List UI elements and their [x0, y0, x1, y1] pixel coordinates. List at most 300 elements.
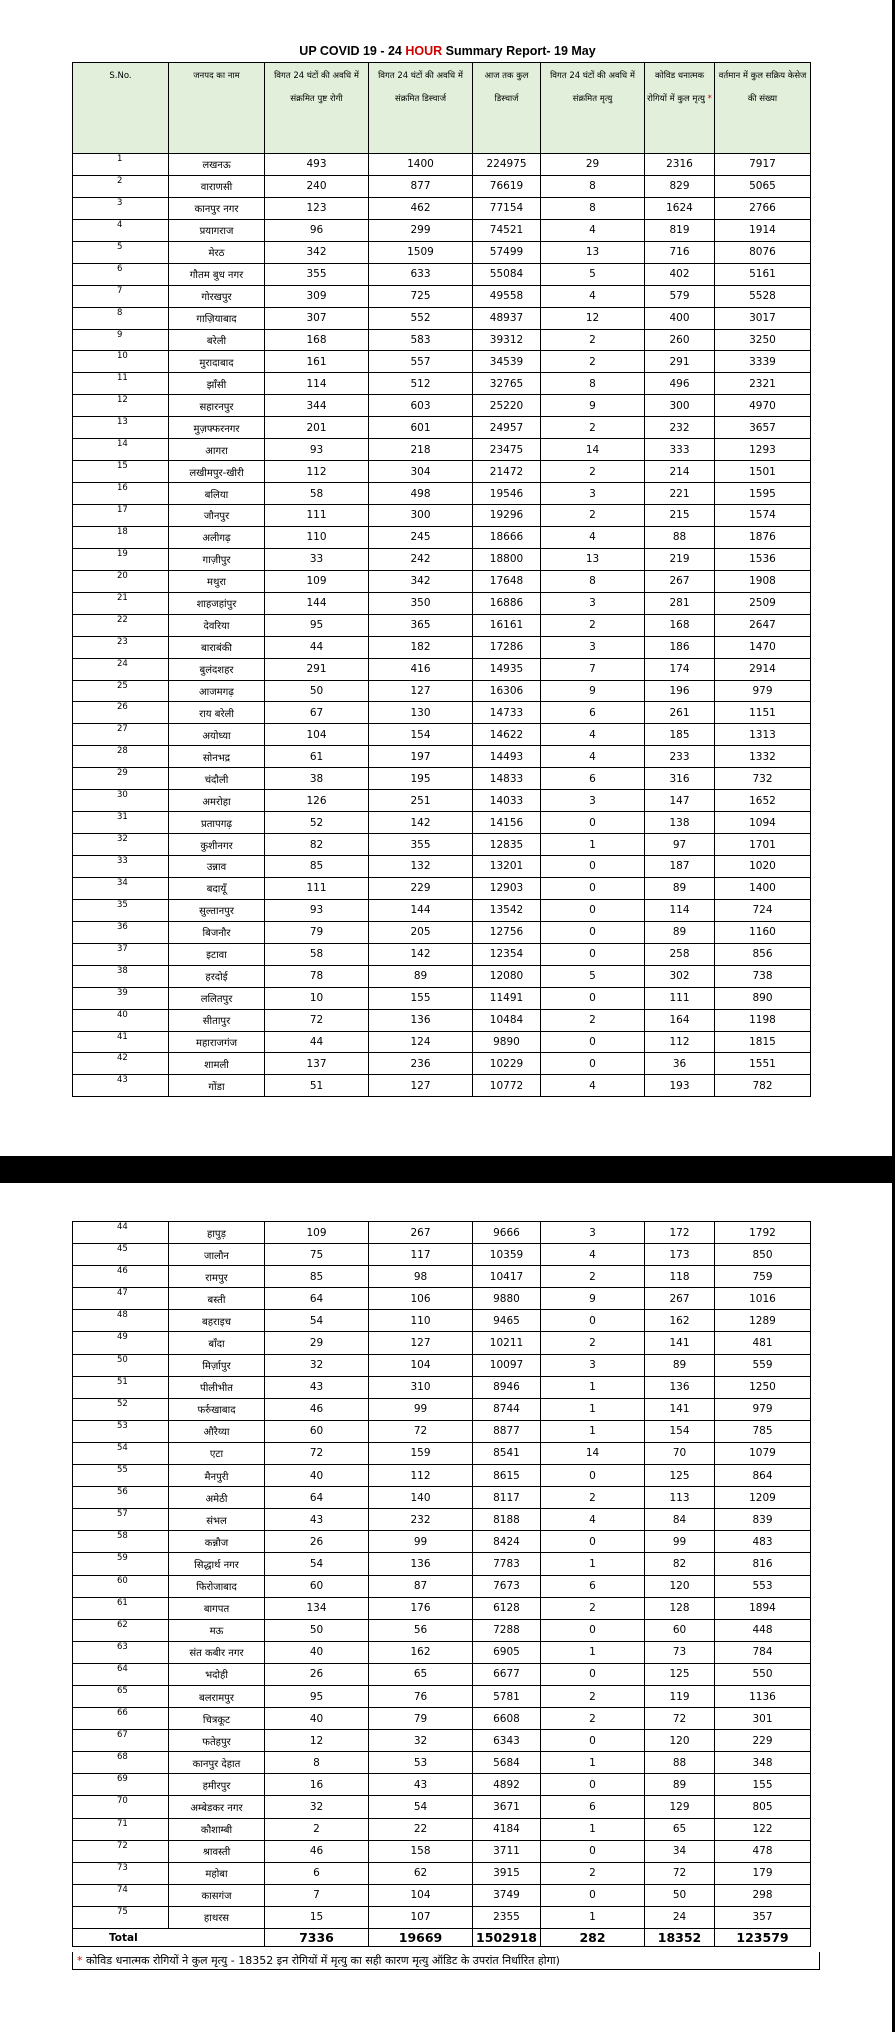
discharge-total-cell: 6905	[473, 1641, 541, 1663]
discharge-24h-cell: 98	[369, 1266, 473, 1288]
deaths-total-cell: 111	[645, 987, 715, 1009]
deaths-24h-cell: 6	[541, 702, 645, 724]
positive-cell: 32	[265, 1354, 369, 1376]
discharge-24h-cell: 142	[369, 943, 473, 965]
discharge-24h-cell: 87	[369, 1575, 473, 1597]
discharge-24h-cell: 130	[369, 702, 473, 724]
sno-cell: 31	[73, 812, 169, 834]
discharge-24h-cell: 245	[369, 526, 473, 548]
positive-cell: 112	[265, 461, 369, 483]
table-row	[73, 1663, 811, 1685]
deaths-total-cell: 333	[645, 439, 715, 461]
discharge-24h-cell: 350	[369, 592, 473, 614]
positive-cell: 93	[265, 899, 369, 921]
deaths-total-cell: 113	[645, 1487, 715, 1509]
positive-cell: 43	[265, 1509, 369, 1531]
district-cell: महाराजगंज	[169, 1031, 265, 1053]
positive-cell: 110	[265, 526, 369, 548]
deaths-24h-cell: 1	[541, 1553, 645, 1575]
discharge-total-cell: 6677	[473, 1663, 541, 1685]
deaths-total-cell: 118	[645, 1266, 715, 1288]
active-cell: 553	[715, 1575, 811, 1597]
deaths-24h-cell: 0	[541, 943, 645, 965]
deaths-total-cell: 97	[645, 834, 715, 856]
active-cell: 1293	[715, 439, 811, 461]
discharge-total-cell: 39312	[473, 329, 541, 351]
positive-cell: 67	[265, 702, 369, 724]
table-row	[73, 812, 811, 834]
active-cell: 1595	[715, 483, 811, 505]
deaths-24h-cell: 4	[541, 285, 645, 307]
deaths-total-cell: 129	[645, 1796, 715, 1818]
district-cell: महोबा	[169, 1862, 265, 1884]
district-cell: बहराइच	[169, 1310, 265, 1332]
positive-cell: 123	[265, 197, 369, 219]
discharge-24h-cell: 512	[369, 373, 473, 395]
discharge-24h-cell: 242	[369, 548, 473, 570]
deaths-total-cell: 260	[645, 329, 715, 351]
table-row	[73, 1442, 811, 1464]
positive-cell: 46	[265, 1840, 369, 1862]
deaths-24h-cell: 13	[541, 241, 645, 263]
discharge-24h-cell: 127	[369, 680, 473, 702]
district-cell: पीलीभीत	[169, 1376, 265, 1398]
header-active-cases: वर्तमान में कुल सक्रिय केसेज की संख्या	[715, 63, 811, 154]
deaths-24h-cell: 4	[541, 1244, 645, 1266]
positive-cell: 60	[265, 1575, 369, 1597]
positive-cell: 15	[265, 1906, 369, 1928]
deaths-24h-cell: 2	[541, 1009, 645, 1031]
discharge-24h-cell: 104	[369, 1354, 473, 1376]
active-cell: 122	[715, 1818, 811, 1840]
positive-cell: 109	[265, 1222, 369, 1244]
sno-cell: 35	[73, 899, 169, 921]
discharge-total-cell: 2355	[473, 1906, 541, 1928]
sno-cell: 7	[73, 285, 169, 307]
deaths-total-cell: 125	[645, 1465, 715, 1487]
table-row	[73, 1884, 811, 1906]
table-row	[73, 987, 811, 1009]
table-row	[73, 395, 811, 417]
positive-cell: 40	[265, 1465, 369, 1487]
discharge-total-cell: 8744	[473, 1398, 541, 1420]
positive-cell: 7	[265, 1884, 369, 1906]
discharge-24h-cell: 155	[369, 987, 473, 1009]
sno-cell: 69	[73, 1774, 169, 1796]
deaths-total-cell: 89	[645, 921, 715, 943]
table-row	[73, 1685, 811, 1707]
positive-cell: 43	[265, 1376, 369, 1398]
deaths-total-cell: 215	[645, 505, 715, 527]
sno-cell: 43	[73, 1075, 169, 1097]
discharge-total-cell: 55084	[473, 263, 541, 285]
deaths-24h-cell: 2	[541, 461, 645, 483]
active-cell: 2914	[715, 658, 811, 680]
deaths-24h-cell: 0	[541, 877, 645, 899]
positive-cell: 26	[265, 1663, 369, 1685]
discharge-total-cell: 3749	[473, 1884, 541, 1906]
discharge-total-cell: 12354	[473, 943, 541, 965]
discharge-24h-cell: 365	[369, 614, 473, 636]
district-cell: शाहजहांपुर	[169, 592, 265, 614]
active-cell: 2509	[715, 592, 811, 614]
active-cell: 2647	[715, 614, 811, 636]
active-cell: 1250	[715, 1376, 811, 1398]
sno-cell: 72	[73, 1840, 169, 1862]
positive-cell: 10	[265, 987, 369, 1009]
discharge-total-cell: 14733	[473, 702, 541, 724]
table-row	[73, 307, 811, 329]
district-cell: मऊ	[169, 1619, 265, 1641]
table-row	[73, 1906, 811, 1928]
discharge-24h-cell: 107	[369, 1906, 473, 1928]
deaths-total-cell: 281	[645, 592, 715, 614]
table-row	[73, 483, 811, 505]
sno-cell: 33	[73, 856, 169, 878]
deaths-24h-cell: 14	[541, 439, 645, 461]
positive-cell: 46	[265, 1398, 369, 1420]
deaths-24h-cell: 3	[541, 790, 645, 812]
district-cell: हाथरस	[169, 1906, 265, 1928]
discharge-24h-cell: 136	[369, 1553, 473, 1575]
sno-cell: 64	[73, 1663, 169, 1685]
discharge-total-cell: 11491	[473, 987, 541, 1009]
discharge-total-cell: 8117	[473, 1487, 541, 1509]
deaths-total-cell: 258	[645, 943, 715, 965]
sno-cell: 16	[73, 483, 169, 505]
sno-cell: 11	[73, 373, 169, 395]
table-row	[73, 1840, 811, 1862]
header-discharge-24h: विगत 24 घंटों की अवधि में संक्रमित डिस्चार्ज	[369, 63, 473, 154]
active-cell: 1652	[715, 790, 811, 812]
deaths-total-cell: 221	[645, 483, 715, 505]
deaths-total-cell: 119	[645, 1685, 715, 1707]
positive-cell: 342	[265, 241, 369, 263]
discharge-24h-cell: 106	[369, 1288, 473, 1310]
district-cell: मुरादाबाद	[169, 351, 265, 373]
table-row	[73, 1376, 811, 1398]
deaths-total-cell: 579	[645, 285, 715, 307]
sno-cell: 52	[73, 1398, 169, 1420]
discharge-24h-cell: 56	[369, 1619, 473, 1641]
table-row	[73, 1774, 811, 1796]
district-cell: अमेठी	[169, 1487, 265, 1509]
table-row	[73, 702, 811, 724]
deaths-24h-cell: 29	[541, 154, 645, 176]
deaths-24h-cell: 3	[541, 1222, 645, 1244]
active-cell: 805	[715, 1796, 811, 1818]
discharge-total-cell: 8877	[473, 1420, 541, 1442]
district-cell: फतेहपुर	[169, 1730, 265, 1752]
covid-summary-table-part-2	[72, 1221, 811, 1947]
discharge-total-cell: 9890	[473, 1031, 541, 1053]
table-row	[73, 439, 811, 461]
deaths-total-cell: 232	[645, 417, 715, 439]
deaths-24h-cell: 2	[541, 1708, 645, 1730]
active-cell: 301	[715, 1708, 811, 1730]
active-cell: 1160	[715, 921, 811, 943]
total-label: Total	[73, 1929, 265, 1947]
page-divider	[0, 1156, 895, 1183]
deaths-total-cell: 267	[645, 570, 715, 592]
sno-cell: 40	[73, 1009, 169, 1031]
discharge-24h-cell: 299	[369, 219, 473, 241]
deaths-24h-cell: 2	[541, 1685, 645, 1707]
table-row	[73, 1619, 811, 1641]
positive-cell: 111	[265, 505, 369, 527]
deaths-24h-cell: 0	[541, 1465, 645, 1487]
discharge-24h-cell: 552	[369, 307, 473, 329]
discharge-24h-cell: 159	[369, 1442, 473, 1464]
discharge-total-cell: 10097	[473, 1354, 541, 1376]
district-cell: जौनपुर	[169, 505, 265, 527]
active-cell: 724	[715, 899, 811, 921]
deaths-total-cell: 34	[645, 1840, 715, 1862]
district-cell: अयोध्या	[169, 724, 265, 746]
positive-cell: 85	[265, 856, 369, 878]
deaths-total-cell: 65	[645, 1818, 715, 1840]
deaths-24h-cell: 1	[541, 1906, 645, 1928]
discharge-total-cell: 16886	[473, 592, 541, 614]
table-row	[73, 614, 811, 636]
table-row	[73, 285, 811, 307]
positive-cell: 109	[265, 570, 369, 592]
table-row	[73, 417, 811, 439]
sno-cell: 74	[73, 1884, 169, 1906]
active-cell: 1079	[715, 1442, 811, 1464]
active-cell: 1914	[715, 219, 811, 241]
district-cell: बस्ती	[169, 1288, 265, 1310]
active-cell: 1332	[715, 746, 811, 768]
discharge-total-cell: 224975	[473, 154, 541, 176]
active-cell: 1400	[715, 877, 811, 899]
deaths-24h-cell: 1	[541, 1818, 645, 1840]
deaths-total-cell: 128	[645, 1597, 715, 1619]
positive-cell: 6	[265, 1862, 369, 1884]
discharge-24h-cell: 65	[369, 1663, 473, 1685]
table-row	[73, 768, 811, 790]
table-row	[73, 329, 811, 351]
sno-cell: 6	[73, 263, 169, 285]
deaths-24h-cell: 1	[541, 1376, 645, 1398]
discharge-total-cell: 76619	[473, 175, 541, 197]
active-cell: 1209	[715, 1487, 811, 1509]
sno-cell: 37	[73, 943, 169, 965]
discharge-24h-cell: 162	[369, 1641, 473, 1663]
positive-cell: 96	[265, 219, 369, 241]
deaths-24h-cell: 8	[541, 570, 645, 592]
deaths-24h-cell: 8	[541, 197, 645, 219]
deaths-total-cell: 291	[645, 351, 715, 373]
table-body-part-2	[73, 1222, 811, 1929]
discharge-24h-cell: 182	[369, 636, 473, 658]
district-cell: मैनपुरी	[169, 1465, 265, 1487]
active-cell: 2321	[715, 373, 811, 395]
active-cell: 1020	[715, 856, 811, 878]
discharge-total-cell: 6608	[473, 1708, 541, 1730]
deaths-total-cell: 112	[645, 1031, 715, 1053]
total-positive: 7336	[265, 1929, 369, 1947]
district-cell: झाँसी	[169, 373, 265, 395]
active-cell: 3657	[715, 417, 811, 439]
sno-cell: 71	[73, 1818, 169, 1840]
deaths-24h-cell: 3	[541, 483, 645, 505]
sno-cell: 36	[73, 921, 169, 943]
positive-cell: 309	[265, 285, 369, 307]
discharge-24h-cell: 342	[369, 570, 473, 592]
deaths-total-cell: 24	[645, 1906, 715, 1928]
deaths-24h-cell: 0	[541, 1663, 645, 1685]
deaths-24h-cell: 4	[541, 746, 645, 768]
deaths-total-cell: 1624	[645, 197, 715, 219]
table-row	[73, 175, 811, 197]
discharge-24h-cell: 112	[369, 1465, 473, 1487]
deaths-total-cell: 496	[645, 373, 715, 395]
deaths-total-cell: 168	[645, 614, 715, 636]
deaths-24h-cell: 2	[541, 417, 645, 439]
deaths-24h-cell: 5	[541, 965, 645, 987]
sno-cell: 54	[73, 1442, 169, 1464]
deaths-total-cell: 70	[645, 1442, 715, 1464]
discharge-24h-cell: 158	[369, 1840, 473, 1862]
positive-cell: 8	[265, 1752, 369, 1774]
deaths-24h-cell: 9	[541, 680, 645, 702]
district-cell: कानपुर देहात	[169, 1752, 265, 1774]
deaths-total-cell: 89	[645, 1354, 715, 1376]
active-cell: 483	[715, 1531, 811, 1553]
district-cell: कासगंज	[169, 1884, 265, 1906]
deaths-24h-cell: 13	[541, 548, 645, 570]
deaths-24h-cell: 2	[541, 1597, 645, 1619]
table-row	[73, 505, 811, 527]
table-row	[73, 1398, 811, 1420]
positive-cell: 291	[265, 658, 369, 680]
discharge-total-cell: 6128	[473, 1597, 541, 1619]
sno-cell: 9	[73, 329, 169, 351]
active-cell: 348	[715, 1752, 811, 1774]
total-deaths-24h: 282	[541, 1929, 645, 1947]
discharge-total-cell: 5684	[473, 1752, 541, 1774]
active-cell: 7917	[715, 154, 811, 176]
deaths-24h-cell: 12	[541, 307, 645, 329]
active-cell: 1313	[715, 724, 811, 746]
positive-cell: 75	[265, 1244, 369, 1266]
discharge-total-cell: 17286	[473, 636, 541, 658]
active-cell: 732	[715, 768, 811, 790]
deaths-total-cell: 162	[645, 1310, 715, 1332]
deaths-total-cell: 36	[645, 1053, 715, 1075]
deaths-total-cell: 173	[645, 1244, 715, 1266]
active-cell: 5161	[715, 263, 811, 285]
discharge-total-cell: 9666	[473, 1222, 541, 1244]
table-row	[73, 1310, 811, 1332]
district-cell: अम्बेडकर नगर	[169, 1796, 265, 1818]
active-cell: 1876	[715, 526, 811, 548]
sno-cell: 51	[73, 1376, 169, 1398]
discharge-24h-cell: 99	[369, 1398, 473, 1420]
table-row	[73, 219, 811, 241]
discharge-total-cell: 3671	[473, 1796, 541, 1818]
discharge-total-cell: 9880	[473, 1288, 541, 1310]
active-cell: 785	[715, 1420, 811, 1442]
table-row	[73, 1354, 811, 1376]
active-cell: 979	[715, 1398, 811, 1420]
active-cell: 481	[715, 1332, 811, 1354]
discharge-total-cell: 17648	[473, 570, 541, 592]
sno-cell: 48	[73, 1310, 169, 1332]
deaths-24h-cell: 0	[541, 899, 645, 921]
sno-cell: 55	[73, 1465, 169, 1487]
discharge-total-cell: 7288	[473, 1619, 541, 1641]
district-cell: सहारनपुर	[169, 395, 265, 417]
deaths-24h-cell: 4	[541, 219, 645, 241]
active-cell: 1551	[715, 1053, 811, 1075]
discharge-total-cell: 19546	[473, 483, 541, 505]
sno-cell: 49	[73, 1332, 169, 1354]
discharge-total-cell: 21472	[473, 461, 541, 483]
active-cell: 5528	[715, 285, 811, 307]
deaths-total-cell: 400	[645, 307, 715, 329]
active-cell: 155	[715, 1774, 811, 1796]
active-cell: 979	[715, 680, 811, 702]
table-row	[73, 790, 811, 812]
table-row	[73, 856, 811, 878]
district-cell: बदायूँ	[169, 877, 265, 899]
header-sno: S.No.	[73, 63, 169, 154]
positive-cell: 201	[265, 417, 369, 439]
header-discharge-total: आज तक कुल डिस्चार्ज	[473, 63, 541, 154]
discharge-total-cell: 12903	[473, 877, 541, 899]
active-cell: 782	[715, 1075, 811, 1097]
deaths-total-cell: 50	[645, 1884, 715, 1906]
deaths-24h-cell: 0	[541, 1884, 645, 1906]
deaths-24h-cell: 1	[541, 834, 645, 856]
discharge-total-cell: 16161	[473, 614, 541, 636]
active-cell: 1501	[715, 461, 811, 483]
active-cell: 784	[715, 1641, 811, 1663]
discharge-24h-cell: 310	[369, 1376, 473, 1398]
deaths-24h-cell: 8	[541, 175, 645, 197]
deaths-total-cell: 88	[645, 1752, 715, 1774]
total-row	[73, 1929, 811, 1947]
active-cell: 357	[715, 1906, 811, 1928]
sno-cell: 62	[73, 1619, 169, 1641]
deaths-24h-cell: 4	[541, 1509, 645, 1531]
discharge-24h-cell: 142	[369, 812, 473, 834]
active-cell: 1908	[715, 570, 811, 592]
deaths-total-cell: 214	[645, 461, 715, 483]
sno-cell: 30	[73, 790, 169, 812]
deaths-total-cell: 72	[645, 1862, 715, 1884]
positive-cell: 95	[265, 614, 369, 636]
table-row	[73, 241, 811, 263]
district-cell: शामली	[169, 1053, 265, 1075]
deaths-total-cell: 196	[645, 680, 715, 702]
positive-cell: 168	[265, 329, 369, 351]
district-cell: गाज़ीपुर	[169, 548, 265, 570]
table-row	[73, 1053, 811, 1075]
table-row	[73, 877, 811, 899]
deaths-total-cell: 141	[645, 1332, 715, 1354]
sno-cell: 22	[73, 614, 169, 636]
sno-cell: 8	[73, 307, 169, 329]
deaths-total-cell: 89	[645, 877, 715, 899]
deaths-total-cell: 267	[645, 1288, 715, 1310]
sno-cell: 10	[73, 351, 169, 373]
district-cell: बरेली	[169, 329, 265, 351]
discharge-total-cell: 48937	[473, 307, 541, 329]
discharge-total-cell: 14935	[473, 658, 541, 680]
